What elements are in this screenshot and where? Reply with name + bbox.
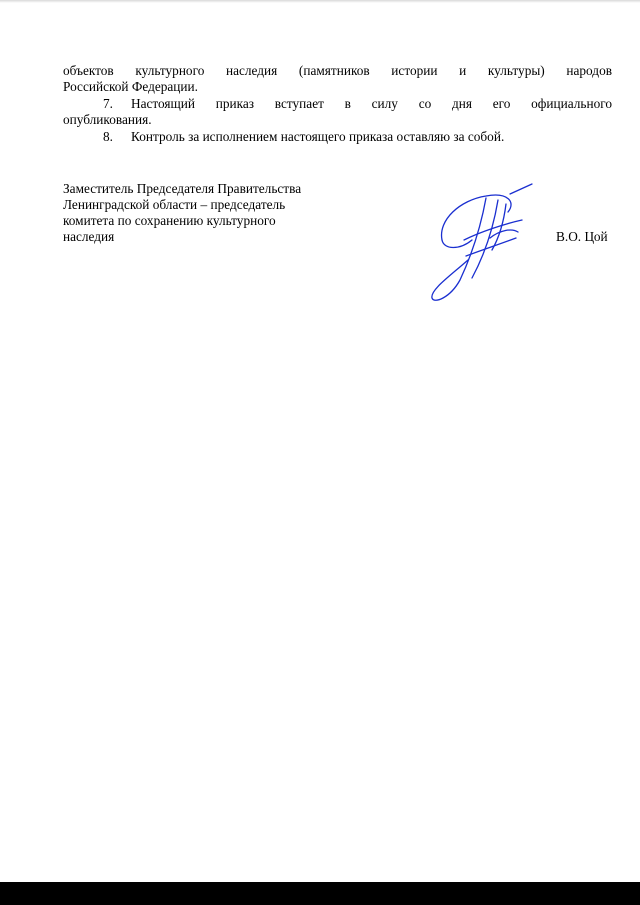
paragraph-text: Настоящий приказ вступает в силу со дня его официального	[131, 96, 612, 111]
paragraph-line: Российской Федерации.	[63, 79, 198, 94]
signatory-title-line: комитета по сохранению культурного	[63, 213, 276, 228]
signatory-title	[63, 181, 363, 245]
scan-top-edge	[0, 0, 640, 3]
paragraph-text: Контроль за исполнением настоящего приказа оставляю за собой.	[131, 129, 505, 144]
paragraph-7	[63, 96, 612, 128]
paragraph-8	[63, 129, 612, 145]
paragraph-line: опубликования.	[63, 112, 152, 127]
signer-name: В.О. Цой	[556, 229, 608, 244]
signatory-title-line: наследия	[63, 229, 115, 244]
paragraph-line	[63, 129, 612, 145]
handwritten-signature	[420, 180, 540, 310]
paragraph-number: 8.	[103, 129, 113, 144]
paragraph-number: 7.	[103, 96, 113, 111]
paragraph-continuation	[63, 63, 612, 95]
scan-bottom-edge	[0, 882, 640, 905]
signatory-title-line: Заместитель Председателя Правительства	[63, 181, 302, 196]
signatory-title-line: Ленинградской области – председатель	[63, 197, 286, 212]
paragraph-line	[63, 96, 612, 112]
paragraph-line: объектов культурного наследия (памятников истории и культуры) народов	[63, 63, 612, 78]
